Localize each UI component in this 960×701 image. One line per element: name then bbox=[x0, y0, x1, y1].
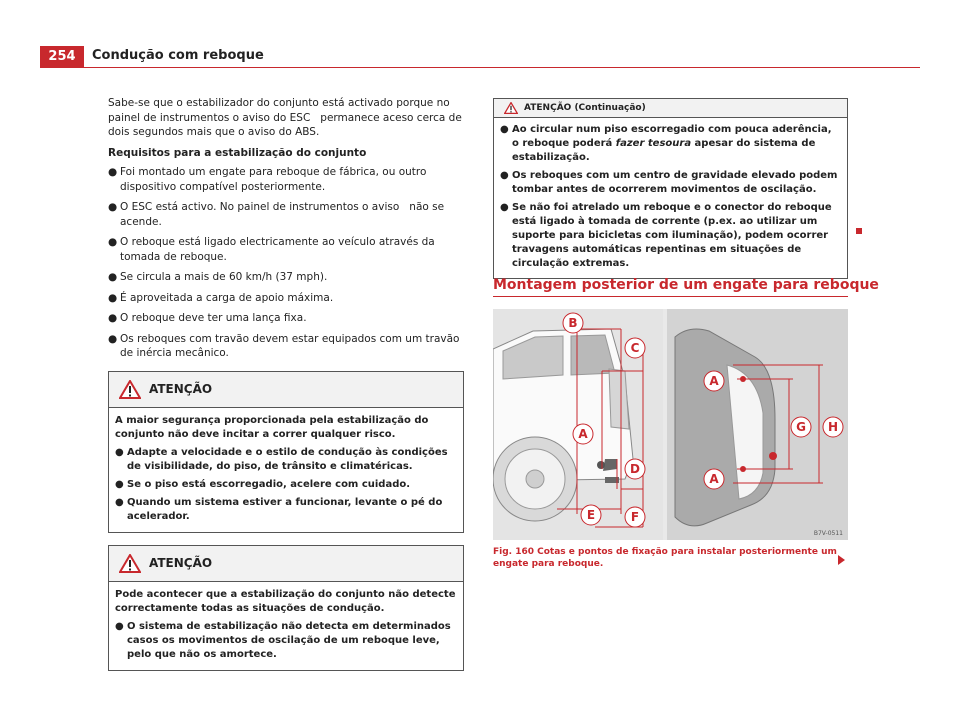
section-rule bbox=[493, 296, 848, 297]
warning-box-1-lead: A maior segurança proporcionada pela estabilização do conjunto não deve incitar a correr qualquer risco. bbox=[115, 414, 429, 440]
warning-box-1-title: ATENÇÃO bbox=[149, 382, 213, 396]
continuation-body bbox=[493, 118, 848, 279]
list-item-text: Adapte a velocidade e o estilo de condução às condições de visibilidade, do piso, de trânsito e climatéricas. bbox=[127, 446, 448, 472]
list-item bbox=[115, 478, 457, 492]
warning-triangle-icon bbox=[119, 380, 141, 399]
bullet-icon: ● bbox=[115, 620, 124, 632]
continuation-header bbox=[493, 98, 848, 118]
list-item bbox=[108, 165, 464, 194]
list-item-text: Quando um sistema estiver a funcionar, levante o pé do acelerador. bbox=[127, 496, 443, 522]
emphasis-text: fazer tesoura bbox=[615, 138, 692, 149]
bullet-icon: ● bbox=[108, 201, 118, 213]
list-item-text: O ESC está activo. No painel de instrumentos o aviso não se acende. bbox=[120, 201, 445, 228]
dimension-label-c: C bbox=[630, 341, 640, 355]
warning-box-1-header bbox=[109, 372, 463, 408]
section-end-mark bbox=[856, 228, 862, 234]
list-item bbox=[115, 620, 457, 662]
running-title: Condução com reboque bbox=[92, 48, 264, 63]
bullet-icon: ● bbox=[108, 166, 118, 178]
dimension-label-a-top-lower: A bbox=[709, 472, 719, 486]
list-item bbox=[108, 332, 464, 361]
list-item-text: Foi montado um engate para reboque de fábrica, ou outro dispositivo compatível posteriormente. bbox=[120, 166, 427, 193]
bullet-icon: ● bbox=[500, 170, 509, 181]
warning-box-1 bbox=[108, 371, 464, 533]
list-item bbox=[500, 201, 841, 271]
warning-triangle-icon bbox=[119, 554, 141, 573]
bullet-icon: ● bbox=[108, 332, 118, 345]
intro-paragraph: Sabe-se que o estabilizador do conjunto está activado porque no painel de instrumentos o aviso do ESC permanece aceso cerca de dois segundos mais que o aviso do ABS. bbox=[108, 97, 462, 138]
list-item-text: Se circula a mais de 60 km/h (37 mph). bbox=[120, 271, 328, 283]
list-item-text: O sistema de estabilização não detecta em determinados casos os movimentos de oscilação de um reboque leve, pelo que não os amortece. bbox=[127, 620, 451, 660]
list-item bbox=[108, 200, 464, 229]
dimension-label-d: D bbox=[630, 462, 640, 476]
continuation-list bbox=[500, 169, 841, 271]
list-item bbox=[115, 446, 457, 474]
bullet-icon: ● bbox=[115, 496, 124, 508]
warning-triangle-icon bbox=[504, 102, 518, 114]
page-number: 254 bbox=[40, 46, 84, 68]
dimension-label-b: B bbox=[568, 316, 578, 330]
requirements-heading: Requisitos para a estabilização do conjunto bbox=[108, 146, 367, 159]
bullet-icon: ● bbox=[108, 291, 118, 304]
continuation-title: ATENÇÃO (Continuação) bbox=[524, 103, 646, 113]
warning-box-2-body bbox=[109, 582, 463, 670]
warning-box-2-list bbox=[115, 620, 457, 662]
list-item bbox=[108, 235, 464, 264]
warning-box-2-title: ATENÇÃO bbox=[149, 556, 213, 570]
requirements-list bbox=[108, 165, 464, 361]
figure-illustration bbox=[493, 309, 848, 540]
list-item-text: Se o piso está escorregadio, acelere com cuidado. bbox=[127, 478, 411, 490]
bullet-icon: ● bbox=[115, 446, 124, 458]
list-item: ● Ao circular num piso escorregadio com pouca aderência, o reboque poderá fazer tesoura apesar do sistema de estabilização. bbox=[500, 124, 832, 163]
list-item bbox=[115, 496, 457, 524]
header-rule bbox=[40, 67, 920, 68]
bullet-icon: ● bbox=[500, 202, 509, 213]
bullet-icon: ● bbox=[115, 478, 124, 490]
warning-box-1-body bbox=[109, 408, 463, 532]
bullet-icon: ● bbox=[108, 312, 118, 324]
dimension-label-h: H bbox=[827, 420, 839, 434]
bullet-icon: ● bbox=[108, 271, 118, 283]
list-item bbox=[500, 169, 841, 197]
warning-box-1-list bbox=[115, 446, 457, 524]
list-item-text: É aproveitada a carga de apoio máxima. bbox=[120, 291, 334, 304]
right-column bbox=[493, 98, 848, 279]
figure-tow-hitch-dimensions bbox=[493, 309, 848, 540]
dimension-label-g: G bbox=[796, 420, 806, 434]
list-item-text: Se não foi atrelado um reboque e o conector do reboque está ligado à tomada de corrente (p.ex. ao utilizar um suporte para bicicletas com iluminação), podem ocorrer travagens automáticas repentinas em situações de circulação extremas. bbox=[512, 202, 832, 269]
warning-box-2 bbox=[108, 545, 464, 671]
continue-arrow-icon bbox=[838, 555, 845, 565]
dimension-label-a-top-upper: A bbox=[709, 374, 719, 388]
bullet-icon: ● bbox=[108, 236, 118, 248]
figure-caption: Fig. 160 Cotas e pontos de fixação para instalar posteriormente um engate para reboque. bbox=[493, 547, 837, 569]
list-item-text: Os reboques com travão devem estar equipados com um travão de inércia mecânico. bbox=[120, 332, 460, 359]
warning-box-2-lead: Pode acontecer que a estabilização do conjunto não detecte correctamente todas as situações de condução. bbox=[115, 588, 456, 614]
list-item bbox=[108, 291, 464, 306]
list-item bbox=[108, 311, 464, 326]
warning-box-2-header bbox=[109, 546, 463, 582]
figure-code: B7V-0511 bbox=[813, 530, 843, 537]
left-column bbox=[108, 96, 464, 671]
list-item bbox=[108, 270, 464, 285]
section-title: Montagem posterior de um engate para reboque bbox=[493, 277, 879, 293]
dimension-label-a-side: A bbox=[578, 427, 588, 441]
dimension-label-f: F bbox=[630, 510, 640, 524]
dimension-label-e: E bbox=[586, 508, 596, 522]
list-item-text: O reboque deve ter uma lança fixa. bbox=[120, 312, 307, 324]
list-item-text: O reboque está ligado electricamente ao veículo através da tomada de reboque. bbox=[120, 236, 435, 263]
list-item-text: Os reboques com um centro de gravidade elevado podem tombar antes de ocorrerem movimentos de oscilação. bbox=[512, 170, 838, 195]
